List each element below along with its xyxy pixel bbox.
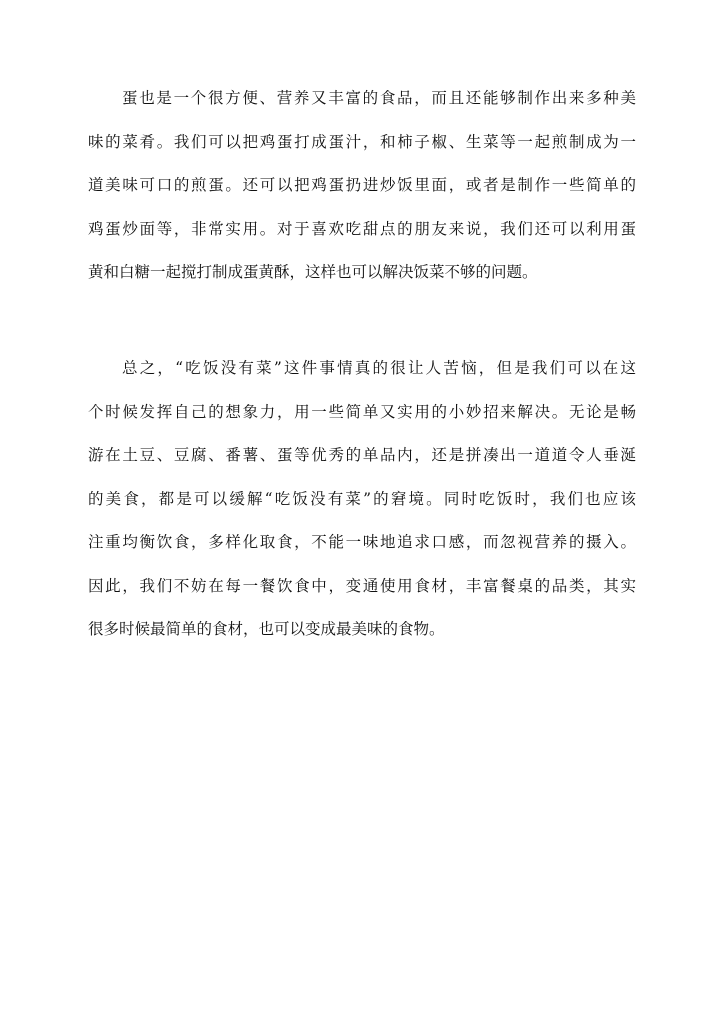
paragraph-line: 很多时候最简单的食材，也可以变成最美味的食物。 — [88, 620, 445, 638]
paragraph-line: 蛋也是一个很方便、营养又丰富的食品，而且还能够制作出来多种美 — [122, 89, 636, 107]
paragraph-line: 鸡蛋炒面等，非常实用。对于喜欢吃甜点的朋友来说，我们还可以利用蛋 — [88, 219, 636, 238]
paragraph-eggs — [88, 77, 636, 295]
paragraph-line: 的美食，都是可以缓解“吃饭没有菜”的窘境。同时吃饭时，我们也应该 — [88, 489, 636, 508]
paragraph-line: 游在土豆、豆腐、番薯、蛋等优秀的单品内，还是拼凑出一道道令人垂涎 — [88, 446, 636, 464]
paragraph-line: 味的菜肴。我们可以把鸡蛋打成蛋汁，和柿子椒、生菜等一起煎制成为一 — [88, 132, 636, 151]
paragraph-conclusion — [88, 347, 636, 652]
paragraph-line: 个时候发挥自己的想象力，用一些简单又实用的小妙招来解决。无论是畅 — [88, 402, 636, 421]
paragraph-line: 黄和白糖一起搅打制成蛋黄酥，这样也可以解决饭菜不够的问题。 — [88, 263, 538, 281]
paragraph-line: 因此，我们不妨在每一餐饮食中，变通使用食材，丰富餐桌的品类，其实 — [88, 576, 636, 595]
paragraph-line: 总之，“吃饭没有菜”这件事情真的很让人苦恼，但是我们可以在这 — [122, 359, 636, 377]
paragraph-line: 注重均衡饮食，多样化取食，不能一味地追求口感，而忽视营养的摄入。 — [88, 533, 636, 551]
paragraph-line: 道美味可口的煎蛋。还可以把鸡蛋扔进炒饭里面，或者是制作一些简单的 — [88, 176, 636, 194]
